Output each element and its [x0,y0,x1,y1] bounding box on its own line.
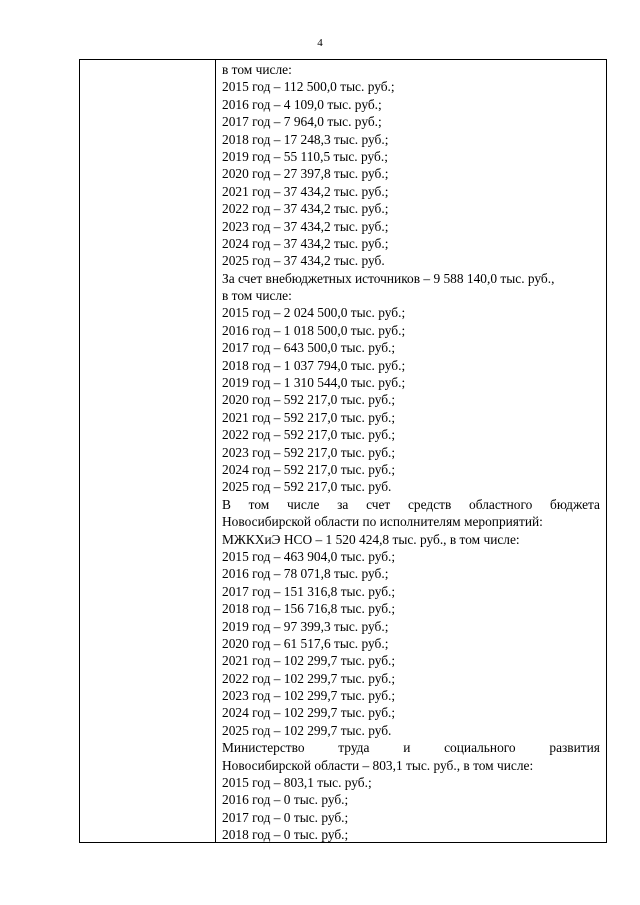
text-line: 2022 год – 102 299,7 тыс. руб.; [222,670,396,686]
text-line: 2016 год – 4 109,0 тыс. руб.; [222,96,382,112]
text-line: 2016 год – 0 тыс. руб.; [222,792,349,808]
text-line: 2022 год – 37 434,2 тыс. руб.; [222,201,389,217]
justified-line-ministry [222,739,600,756]
text-line: 2017 год – 0 тыс. руб.; [222,809,349,825]
text-line: За счет внебюджетных источников – 9 588 140,0 тыс. руб., [222,270,555,286]
text-line: 2022 год – 592 217,0 тыс. руб.; [222,427,396,443]
text-line: в том числе: [222,62,292,77]
word: В [222,496,231,512]
text-line: 2016 год – 1 018 500,0 тыс. руб.; [222,322,406,338]
text-line: 2018 год – 156 716,8 тыс. руб.; [222,601,396,617]
text-line: 2019 год – 55 110,5 тыс. руб.; [222,148,388,164]
word: Министерство [222,740,305,756]
funding-table [79,59,607,843]
justified-line-regional-budget [222,496,600,513]
word: и [403,740,411,756]
text-line: 2017 год – 7 964,0 тыс. руб.; [222,114,382,130]
text-line: Новосибирской области по исполнителям мероприятий: [222,514,543,530]
text-line: 2023 год – 592 217,0 тыс. руб.; [222,444,396,460]
text-line: 2023 год – 37 434,2 тыс. руб.; [222,218,389,234]
text-line: 2017 год – 151 316,8 тыс. руб.; [222,583,396,599]
text-line: 2018 год – 1 037 794,0 тыс. руб.; [222,357,406,373]
text-line: в том числе: [222,288,292,304]
text-line: 2015 год – 463 904,0 тыс. руб.; [222,548,396,564]
word: областного [469,496,533,512]
word: труда [338,740,370,756]
text-line: 2016 год – 78 071,8 тыс. руб.; [222,566,389,582]
text-line: 2015 год – 112 500,0 тыс. руб.; [222,79,395,95]
text-line: 2021 год – 102 299,7 тыс. руб.; [222,653,396,669]
word: том [248,496,270,512]
text-line: 2019 год – 97 399,3 тыс. руб.; [222,618,389,634]
text-line: Новосибирской области – 803,1 тыс. руб., в том числе: [222,757,534,773]
table-left-column [80,60,216,842]
text-line: 2015 год – 2 024 500,0 тыс. руб.; [222,305,406,321]
word: средств [407,496,452,512]
text-line: 2021 год – 37 434,2 тыс. руб.; [222,183,389,199]
word: числе [286,496,320,512]
word: за [337,496,349,512]
text-line: 2020 год – 61 517,6 тыс. руб.; [222,635,389,651]
text-line: 2024 год – 102 299,7 тыс. руб.; [222,705,396,721]
page-number: 4 [317,37,323,49]
text-line: 2018 год – 0 тыс. руб.; [222,827,349,843]
text-line: 2025 год – 592 217,0 тыс. руб. [222,479,392,495]
text-line: 2023 год – 102 299,7 тыс. руб.; [222,688,396,704]
text-line: 2020 год – 592 217,0 тыс. руб.; [222,392,396,408]
word: счет [366,496,391,512]
funding-block-middle [222,513,602,739]
text-line: 2017 год – 643 500,0 тыс. руб.; [222,340,396,356]
text-line: 2021 год – 592 217,0 тыс. руб.; [222,409,396,425]
text-line: 2015 год – 803,1 тыс. руб.; [222,775,372,791]
text-line: 2025 год – 37 434,2 тыс. руб. [222,253,385,269]
text-line: 2024 год – 37 434,2 тыс. руб.; [222,235,389,251]
funding-block-before [222,61,602,496]
text-line: 2025 год – 102 299,7 тыс. руб. [222,722,392,738]
funding-block-after [222,757,602,844]
table-right-column [222,61,602,844]
text-line: МЖКХиЭ НСО – 1 520 424,8 тыс. руб., в том числе: [222,531,520,547]
text-line: 2018 год – 17 248,3 тыс. руб.; [222,131,389,147]
word: развития [549,740,600,756]
text-line: 2020 год – 27 397,8 тыс. руб.; [222,166,389,182]
word: социального [444,740,516,756]
word: бюджета [550,496,600,512]
text-line: 2024 год – 592 217,0 тыс. руб.; [222,461,396,477]
text-line: 2019 год – 1 310 544,0 тыс. руб.; [222,375,406,391]
